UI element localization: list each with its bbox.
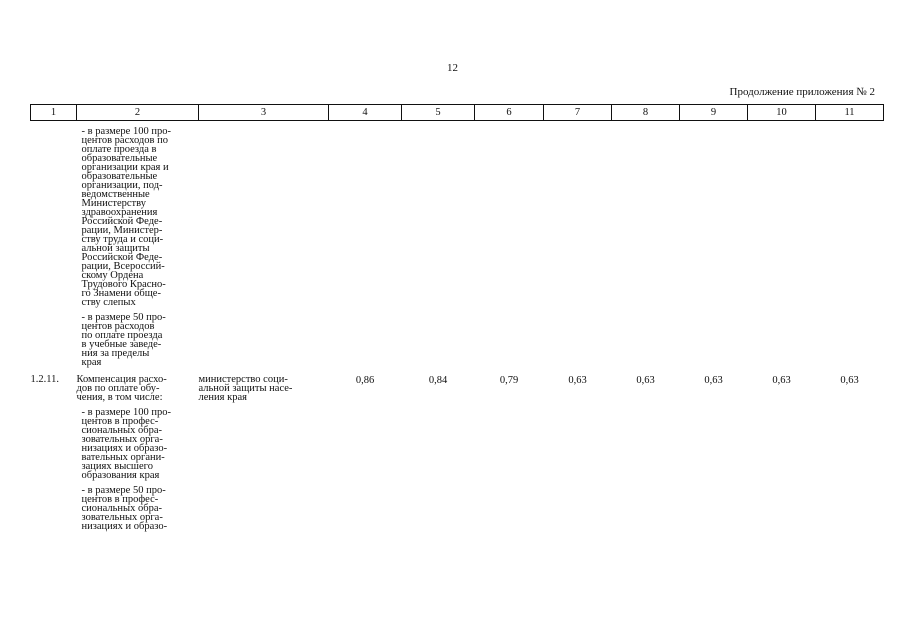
value-cell: 0,63	[636, 375, 655, 386]
value-cell: 0,84	[428, 375, 448, 386]
column-header: 1	[31, 105, 77, 121]
value-cell: 0,63	[568, 375, 587, 386]
list-item: - в размере 100 про- центов в профес- сиональных обра- зовательных орга- низациях и образо- вательных органи- зациях высшего образования края	[81, 407, 171, 481]
column-header: 3	[199, 105, 329, 121]
table-row	[31, 121, 884, 374]
table-row	[31, 373, 884, 537]
row-agency: министерство соци- альной защиты насе- ления края	[198, 374, 293, 403]
header-row	[31, 105, 884, 121]
list-item: - в размере 50 про- центов в профес- сиональных обра- зовательных орга- низациях и образо-	[81, 485, 168, 532]
data-table	[30, 104, 884, 537]
column-header: 4	[329, 105, 402, 121]
value-cell: 0,63	[704, 375, 723, 386]
row-name: Компенсация расхо- дов по оплате обу- чения, в том числе:	[76, 374, 167, 403]
value-cell: 0,79	[499, 375, 519, 386]
column-header: 7	[544, 105, 612, 121]
row-number: 1.2.11.	[30, 374, 59, 385]
continuation-label: Продолжение приложения № 2	[729, 86, 875, 98]
column-header: 10	[748, 105, 816, 121]
column-header: 11	[816, 105, 884, 121]
value-cell: 0,63	[840, 375, 859, 386]
column-header: 2	[77, 105, 199, 121]
column-header: 5	[402, 105, 475, 121]
column-header: 6	[475, 105, 544, 121]
value-cell: 0,63	[772, 375, 791, 386]
value-cell: 0,86	[355, 375, 375, 386]
column-header: 8	[612, 105, 680, 121]
list-item: - в размере 100 про- центов расходов по оплате проезда в образовательные организации края и образовательные организации, под- ведомственные Министерству здравоохранения Российской Феде- рации, Министер- ству труда и соци- альной защиты Российской Феде- рации, Всероссий- скому Ордена Трудового Красно- го Знамени обще- ству слепых	[81, 126, 171, 308]
column-header: 9	[680, 105, 748, 121]
list-item: - в размере 50 про- центов расходов по оплате проезда в учебные заведе- ния за пределы края	[81, 312, 166, 368]
page-number: 12	[447, 62, 458, 74]
